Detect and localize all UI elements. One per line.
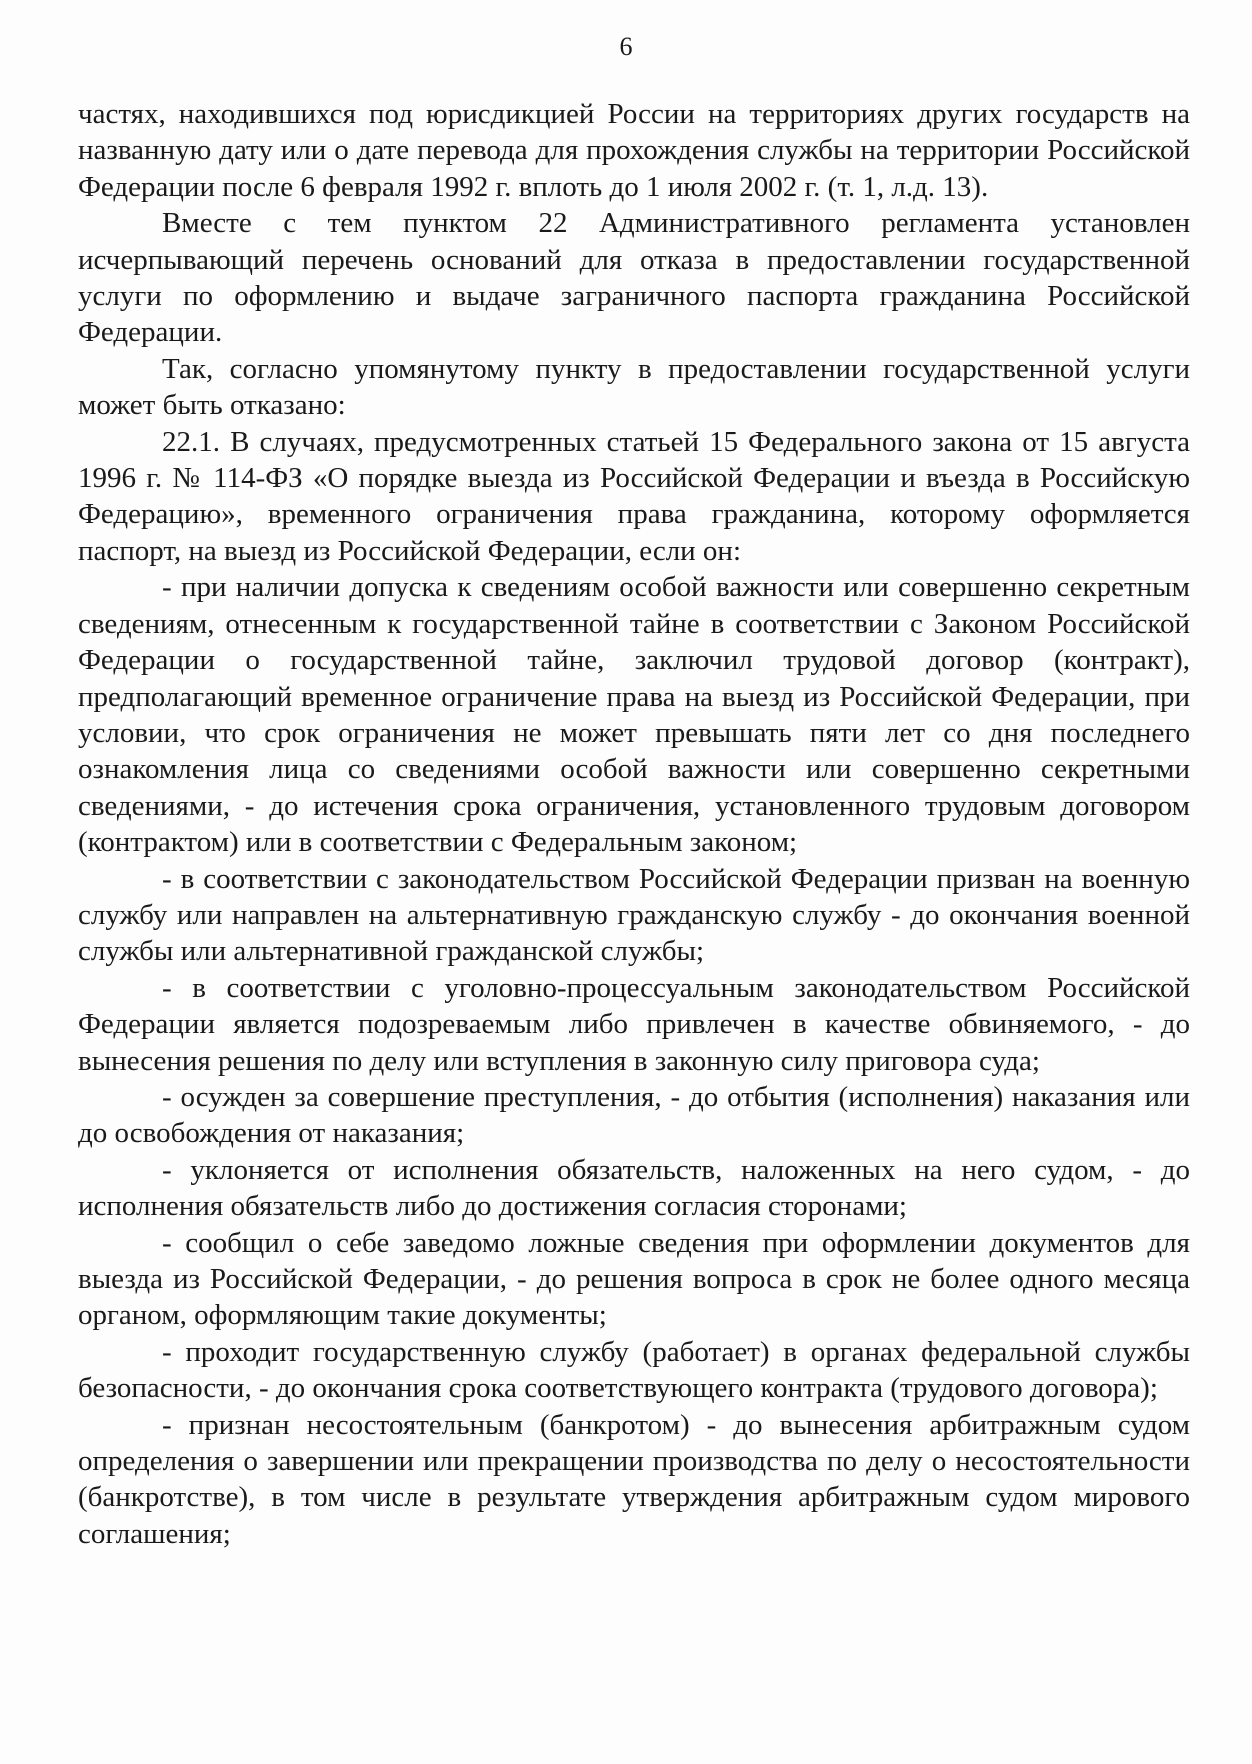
list-item-suspect-accused: - в соответствии с уголовно-процессуальным законодательством Российской Федерации является подозреваемым либо привлечен в качестве обвиняемого, - до вынесения решения по делу или вступления в законную силу приговора суда; [78,971,1190,1077]
list-item-court-obligations: - уклоняется от исполнения обязательств, наложенных на него судом, - до исполнения обязательств либо до достижения согласия сторонами; [78,1153,1190,1223]
paragraph-continuation: частях, находившихся под юрисдикцией России на территориях других государств на названную дату или о дате перевода для прохождения службы на территории Российской Федерации после 6 февраля 1992 г. вплоть до 1 июля 2002 г. (т. 1, л.д. 13). [78,98,1190,203]
list-item-military-service: - в соответствии с законодательством Российской Федерации призван на военную службу или направлен на альтернативную гражданскую службу - до окончания военной службы или альтернативной гражданской службы; [78,862,1190,968]
list-item-bankrupt: - признан несостоятельным (банкротом) - до вынесения арбитражным судом определения о завершении или прекращении производства по делу о несостоятельности (банкротстве), в том числе в результате утверждения арбитражным судом мирового соглашения; [78,1408,1190,1550]
document-body [78,96,1190,1552]
list-item-secret-access: - при наличии допуска к сведениям особой важности или совершенно секретным сведениям, отнесенным к государственной тайне в соответствии с Законом Российской Федерации о государственной тайне, заключил трудовой договор (контракт), предполагающий временное ограничение права на выезд из Российской Федерации, при условии, что срок ограничения не может превышать пяти лет со дня последнего ознакомления лица со сведениями особой важности или совершенно секретными сведениями, - до истечения срока ограничения, установленного трудовым договором (контрактом) или в соответствии с Федеральным законом; [78,571,1190,859]
paragraph-may-be-refused: Так, согласно упомянутому пункту в предоставлении государственной услуги может быть отказано: [78,352,1190,422]
paragraph-refusal-grounds: Вместе с тем пунктом 22 Административного регламента установлен исчерпывающий перечень оснований для отказа в предоставлении государственной услуги по оформлению и выдаче заграничного паспорта гражданина Российской Федерации. [78,207,1190,349]
list-item-security-service: - проходит государственную службу (работает) в органах федеральной службы безопасности, - до окончания срока соответствующего контракта (трудового договора); [78,1335,1190,1405]
page-number: 6 [619,32,633,61]
list-item-convicted: - осужден за совершение преступления, - до отбытия (исполнения) наказания или до освобождения от наказания; [78,1080,1190,1150]
list-item-false-information: - сообщил о себе заведомо ложные сведения при оформлении документов для выезда из Российской Федерации, - до решения вопроса в срок не более одного месяца органом, оформляющим такие документы; [78,1226,1190,1332]
paragraph-clause-22-1: 22.1. В случаях, предусмотренных статьей 15 Федерального закона от 15 августа 1996 г. № 114-ФЗ «О порядке выезда из Российской Федерации и въезда в Российскую Федерацию», временного ограничения права гражданина, которому оформляется паспорт, на выезд из Российской Федерации, если он: [78,425,1190,567]
